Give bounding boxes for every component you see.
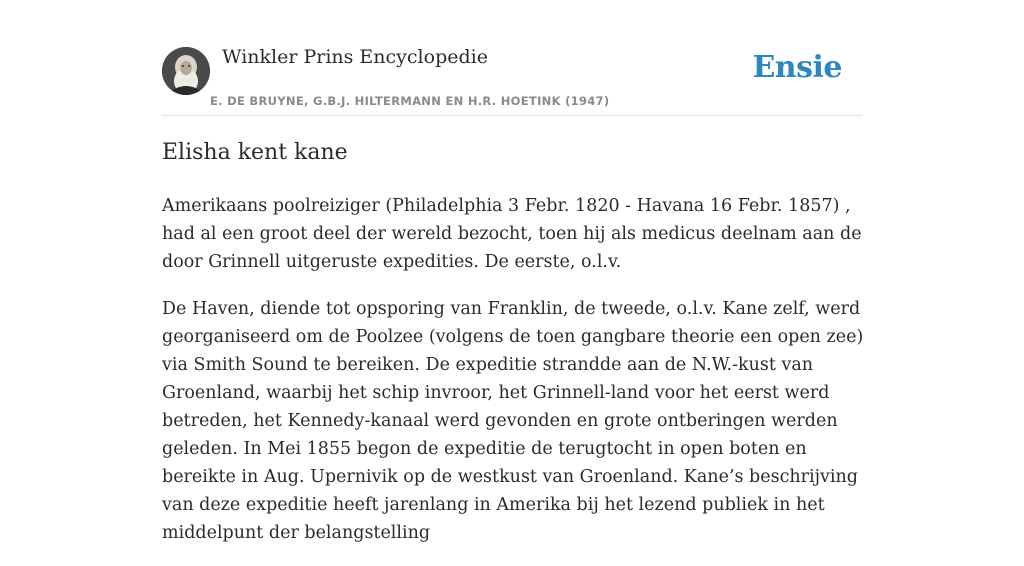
article-body <box>162 192 868 566</box>
article-paragraph: De Haven, diende tot opsporing van Franklin, de tweede, o.l.v. Kane zelf, werd georganiseerd om de Poolzee (volgens de toen gangbare theorie een open zee) via Smith Sound te bereiken. De expeditie strandde aan de N.W.-kust van Groenland, waarbij het schip invroor, het Grinnell-land voor het eerst werd betreden, het Kennedy-kanaal werd gevonden en grote ontberingen werden geleden. In Mei 1855 begon de expeditie de terugtocht in open boten en bereikte in Aug. Upernivik op de westkust van Groenland. Kane’s beschrijving van deze expeditie heeft jarenlang in Amerika bij het lezend publiek in het middelpunt der belangstelling <box>162 299 864 543</box>
article-paragraph: Amerikaans poolreiziger (Philadelphia 3 Febr. 1820 - Havana 16 Febr. 1857) , had al een groot deel der wereld bezocht, toen hij als medicus deelnam aan de door Grinnell uitgeruste expedities. De eerste, o.l.v. <box>162 196 862 272</box>
article-title: Elisha kent kane <box>162 140 348 165</box>
source-authors: E. DE BRUYNE, G.B.J. HILTERMANN EN H.R. HOETINK (1947) <box>210 94 610 108</box>
source-header <box>162 44 862 116</box>
author-portrait-icon <box>162 47 210 95</box>
source-title[interactable]: Winkler Prins Encyclopedie <box>222 46 488 68</box>
brand-logo[interactable]: Ensie <box>752 50 842 85</box>
